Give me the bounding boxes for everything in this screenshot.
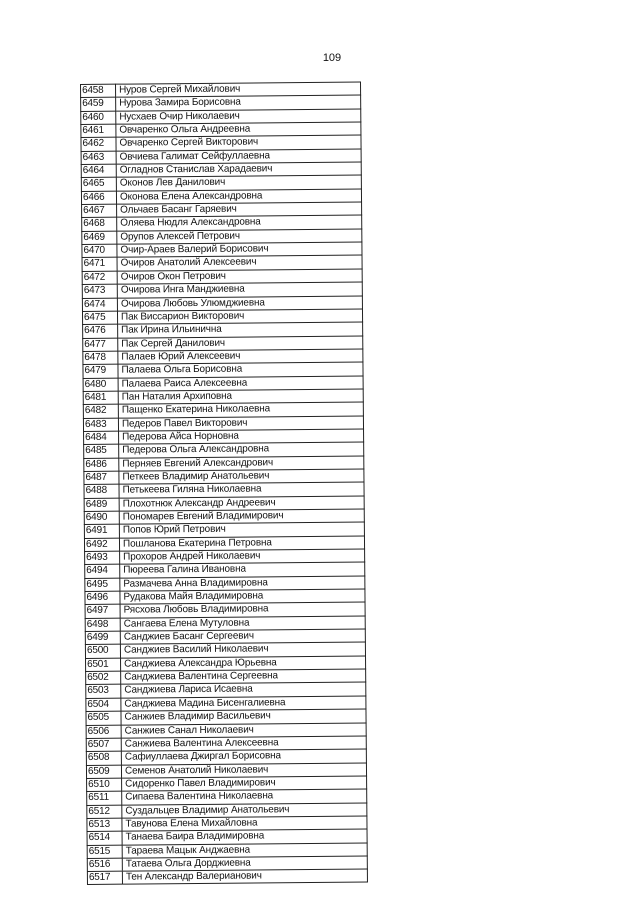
row-name-cell: Педерова Ольга Александровна xyxy=(119,442,364,457)
row-number-cell: 6462 xyxy=(80,137,116,151)
row-name-cell: Татаева Ольга Дорджиевна xyxy=(123,855,368,870)
row-number-cell: 6463 xyxy=(81,150,117,164)
row-name-cell: Очиров Анатолий Алексеевич xyxy=(118,255,363,270)
row-number-cell: 6472 xyxy=(82,270,118,284)
row-name-cell: Нусхаев Очир Николаевич xyxy=(116,108,361,123)
row-number-cell: 6497 xyxy=(85,604,121,618)
row-name-cell: Овчаренко Ольга Андреевна xyxy=(116,122,361,137)
row-name-cell: Пономарев Евгений Владимирович xyxy=(120,509,365,524)
row-name-cell: Суздальцев Владимир Анатольевич xyxy=(122,802,367,817)
row-name-cell: Педеров Павел Викторович xyxy=(119,415,364,430)
row-number-cell: 6475 xyxy=(82,311,118,325)
row-name-cell: Санжиев Владимир Васильевич xyxy=(121,709,366,724)
row-name-cell: Очиров Окон Петрович xyxy=(118,268,363,283)
row-number-cell: 6481 xyxy=(83,391,119,405)
row-name-cell: Оконов Лев Данилович xyxy=(117,175,362,190)
registry-table xyxy=(80,82,368,885)
row-name-cell: Танаева Баира Владимировна xyxy=(123,829,368,844)
row-number-cell: 6486 xyxy=(83,457,119,471)
row-name-cell: Пан Наталия Архиповна xyxy=(119,388,364,403)
row-name-cell: Санджиев Басанг Сергеевич xyxy=(121,629,366,644)
row-name-cell: Пак Сергей Данилович xyxy=(118,335,363,350)
row-name-cell: Ольчаев Басанг Гаряевич xyxy=(117,202,362,217)
row-number-cell: 6466 xyxy=(81,190,117,204)
row-number-cell: 6467 xyxy=(81,204,117,218)
row-number-cell: 6493 xyxy=(84,551,120,565)
row-name-cell: Рясхова Любовь Владимировна xyxy=(121,602,366,617)
row-name-cell: Очирова Инга Манджиевна xyxy=(118,282,363,297)
row-name-cell: Попов Юрий Петрович xyxy=(120,522,365,537)
row-number-cell: 6469 xyxy=(81,230,117,244)
row-name-cell: Сафиуллаева Джиргал Борисовна xyxy=(122,749,367,764)
row-name-cell: Рудакова Майя Владимировна xyxy=(120,589,365,604)
row-name-cell: Санджиев Василий Николаевич xyxy=(121,642,366,657)
row-number-cell: 6476 xyxy=(82,324,118,338)
row-number-cell: 6511 xyxy=(86,791,122,805)
row-name-cell: Санжиева Валентина Алексеевна xyxy=(122,735,367,750)
row-number-cell: 6487 xyxy=(83,471,119,485)
row-number-cell: 6498 xyxy=(85,617,121,631)
row-number-cell: 6508 xyxy=(86,751,122,765)
row-name-cell: Оляева Нюдля Александровна xyxy=(117,215,362,230)
row-name-cell: Овчиева Галимат Сейфуллаевна xyxy=(117,148,362,163)
row-number-cell: 6501 xyxy=(85,657,121,671)
row-number-cell: 6507 xyxy=(86,738,122,752)
row-number-cell: 6471 xyxy=(82,257,118,271)
row-number-cell: 6491 xyxy=(84,524,120,538)
row-number-cell: 6517 xyxy=(87,871,123,885)
row-name-cell: Семенов Анатолий Николаевич xyxy=(122,762,367,777)
row-number-cell: 6514 xyxy=(87,831,123,845)
row-name-cell: Санжиев Санал Николаевич xyxy=(122,722,367,737)
row-name-cell: Палаева Ольга Борисовна xyxy=(118,362,363,377)
row-number-cell: 6483 xyxy=(83,417,119,431)
row-name-cell: Петкеев Владимир Анатольевич xyxy=(119,469,364,484)
row-name-cell: Пошланова Екатерина Петровна xyxy=(120,535,365,550)
row-name-cell: Пащенко Екатерина Николаевна xyxy=(119,402,364,417)
row-number-cell: 6460 xyxy=(80,110,116,124)
row-name-cell: Пюреева Галина Ивановна xyxy=(120,562,365,577)
row-name-cell: Санджиева Лариса Исаевна xyxy=(121,682,366,697)
row-number-cell: 6495 xyxy=(84,577,120,591)
row-number-cell: 6513 xyxy=(86,818,122,832)
row-name-cell: Нурова Замира Борисовна xyxy=(116,95,361,110)
row-number-cell: 6461 xyxy=(80,124,116,138)
row-number-cell: 6478 xyxy=(82,351,118,365)
row-name-cell: Петькеева Гиляна Николаевна xyxy=(119,482,364,497)
row-name-cell: Сипаева Валентина Николаевна xyxy=(122,789,367,804)
row-number-cell: 6515 xyxy=(87,844,123,858)
row-name-cell: Палаева Раиса Алексеевна xyxy=(119,375,364,390)
row-number-cell: 6477 xyxy=(82,337,118,351)
row-name-cell: Перняев Евгений Александрович xyxy=(119,455,364,470)
row-name-cell: Плохотнюк Александр Андреевич xyxy=(120,495,365,510)
row-number-cell: 6502 xyxy=(85,671,121,685)
row-number-cell: 6516 xyxy=(87,858,123,872)
table-row xyxy=(87,869,368,885)
row-number-cell: 6499 xyxy=(85,631,121,645)
page-number: 109 xyxy=(322,52,342,64)
row-name-cell: Огладнов Станислав Харадаевич xyxy=(117,162,362,177)
row-name-cell: Размачева Анна Владимировна xyxy=(120,575,365,590)
row-name-cell: Очирова Любовь Улюмджиевна xyxy=(118,295,363,310)
row-number-cell: 6505 xyxy=(85,711,121,725)
row-name-cell: Оконова Елена Александровна xyxy=(117,188,362,203)
row-number-cell: 6509 xyxy=(86,764,122,778)
row-name-cell: Палаев Юрий Алексеевич xyxy=(118,348,363,363)
row-number-cell: 6485 xyxy=(83,444,119,458)
row-number-cell: 6504 xyxy=(85,697,121,711)
row-number-cell: 6479 xyxy=(82,364,118,378)
row-name-cell: Орупов Алексей Петрович xyxy=(117,228,362,243)
row-name-cell: Санджиева Валентина Сергеевна xyxy=(121,669,366,684)
row-name-cell: Педерова Айса Норновна xyxy=(119,428,364,443)
row-name-cell: Овчаренко Сергей Викторович xyxy=(116,135,361,150)
row-name-cell: Сидоренко Павел Владимирович xyxy=(122,775,367,790)
row-number-cell: 6464 xyxy=(81,164,117,178)
row-number-cell: 6484 xyxy=(83,431,119,445)
row-name-cell: Прохоров Андрей Николаевич xyxy=(120,549,365,564)
row-number-cell: 6489 xyxy=(84,497,120,511)
row-number-cell: 6473 xyxy=(82,284,118,298)
row-number-cell: 6458 xyxy=(80,84,116,98)
row-number-cell: 6496 xyxy=(84,591,120,605)
row-number-cell: 6494 xyxy=(84,564,120,578)
row-name-cell: Пак Ирина Ильинична xyxy=(118,322,363,337)
row-name-cell: Нуров Сергей Михайлович xyxy=(116,82,361,97)
row-number-cell: 6512 xyxy=(86,804,122,818)
row-name-cell: Санджиева Александра Юрьевна xyxy=(121,655,366,670)
row-number-cell: 6503 xyxy=(85,684,121,698)
row-name-cell: Пак Виссарион Викторович xyxy=(118,308,363,323)
row-name-cell: Тавунова Елена Михайловна xyxy=(122,815,367,830)
row-number-cell: 6468 xyxy=(81,217,117,231)
row-number-cell: 6490 xyxy=(84,511,120,525)
row-number-cell: 6492 xyxy=(84,537,120,551)
row-name-cell: Сангаева Елена Мутуловна xyxy=(121,615,366,630)
row-number-cell: 6465 xyxy=(81,177,117,191)
row-number-cell: 6480 xyxy=(83,377,119,391)
row-name-cell: Тараева Мацык Анджаевна xyxy=(123,842,368,857)
row-number-cell: 6482 xyxy=(83,404,119,418)
row-name-cell: Тен Александр Валерианович xyxy=(123,869,368,884)
row-number-cell: 6488 xyxy=(83,484,119,498)
row-number-cell: 6510 xyxy=(86,778,122,792)
row-name-cell: Очир-Араев Валерий Борисович xyxy=(117,242,362,257)
row-name-cell: Санджиева Мадина Бисенгалиевна xyxy=(121,695,366,710)
row-number-cell: 6500 xyxy=(85,644,121,658)
row-number-cell: 6470 xyxy=(81,244,117,258)
row-number-cell: 6459 xyxy=(80,97,116,111)
row-number-cell: 6506 xyxy=(86,724,122,738)
row-number-cell: 6474 xyxy=(82,297,118,311)
